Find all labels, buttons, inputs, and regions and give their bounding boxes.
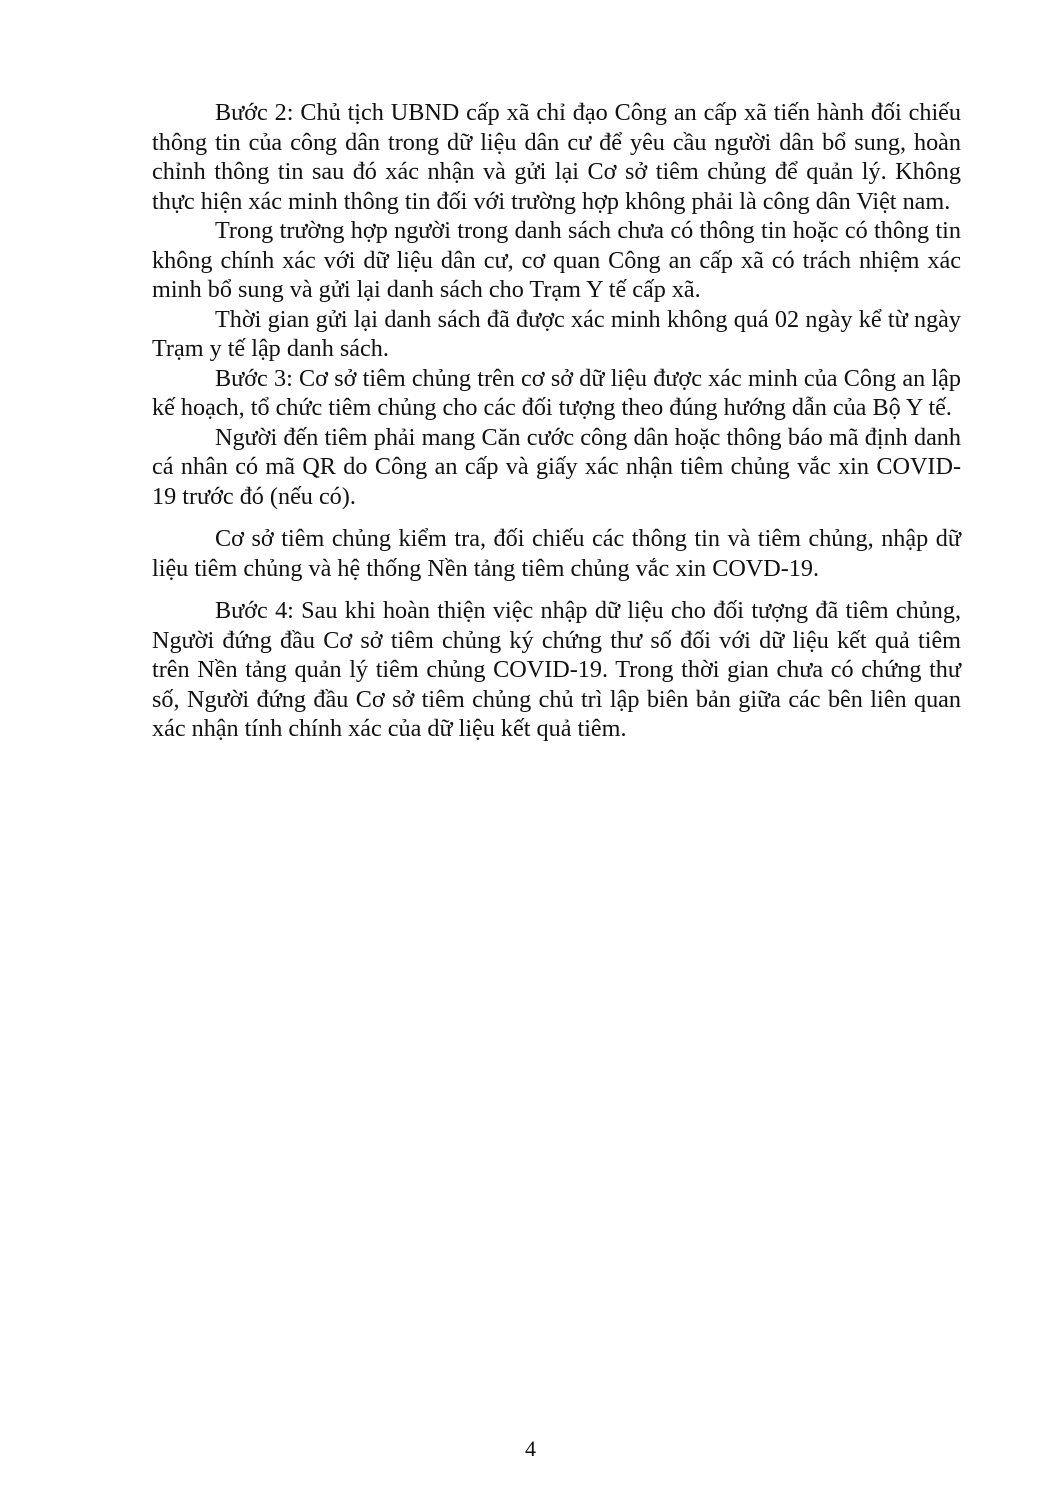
paragraph-return-time: Thời gian gửi lại danh sách đã được xác minh không quá 02 ngày kể từ ngày Trạm y tế lập danh sách. <box>152 305 961 362</box>
page-number: 4 <box>525 1436 536 1461</box>
paragraph-missing-info: Trong trường hợp người trong danh sách chưa có thông tin hoặc có thông tin không chính xác với dữ liệu dân cư, cơ quan Công an cấp xã có trách nhiệm xác minh bổ sung và gửi lại danh sách cho Trạm Y tế cấp xã. <box>152 217 961 303</box>
document-body <box>152 98 961 744</box>
paragraph-step-2: Bước 2: Chủ tịch UBND cấp xã chỉ đạo Công an cấp xã tiến hành đối chiếu thông tin của công dân trong dữ liệu dân cư để yêu cầu người dân bổ sung, hoàn chỉnh thông tin sau đó xác nhận và gửi lại Cơ sở tiêm chủng để quản lý. Không thực hiện xác minh thông tin đối với trường hợp không phải là công dân Việt nam. <box>152 99 961 215</box>
paragraph-verification: Cơ sở tiêm chủng kiểm tra, đối chiếu các thông tin và tiêm chủng, nhập dữ liệu tiêm chủng và hệ thống Nền tảng tiêm chủng vắc xin COVD-19. <box>152 525 961 582</box>
paragraph-step-4: Bước 4: Sau khi hoàn thiện việc nhập dữ liệu cho đối tượng đã tiêm chủng, Người đứng đầu Cơ sở tiêm chủng ký chứng thư số đối với dữ liệu kết quả tiêm trên Nền tảng quản lý tiêm chủng COVID-19. Trong thời gian chưa có chứng thư số, Người đứng đầu Cơ sở tiêm chủng chủ trì lập biên bản giữa các bên liên quan xác nhận tính chính xác của dữ liệu kết quả tiêm. <box>152 597 961 742</box>
paragraph-step-3: Bước 3: Cơ sở tiêm chủng trên cơ sở dữ liệu được xác minh của Công an lập kế hoạch, tổ chức tiêm chủng cho các đối tượng theo đúng hướng dẫn của Bộ Y tế. <box>152 364 961 421</box>
paragraph-required-documents: Người đến tiêm phải mang Căn cước công dân hoặc thông báo mã định danh cá nhân có mã QR do Công an cấp và giấy xác nhận tiêm chủng vắc xin COVID-19 trước đó (nếu có). <box>152 423 961 510</box>
